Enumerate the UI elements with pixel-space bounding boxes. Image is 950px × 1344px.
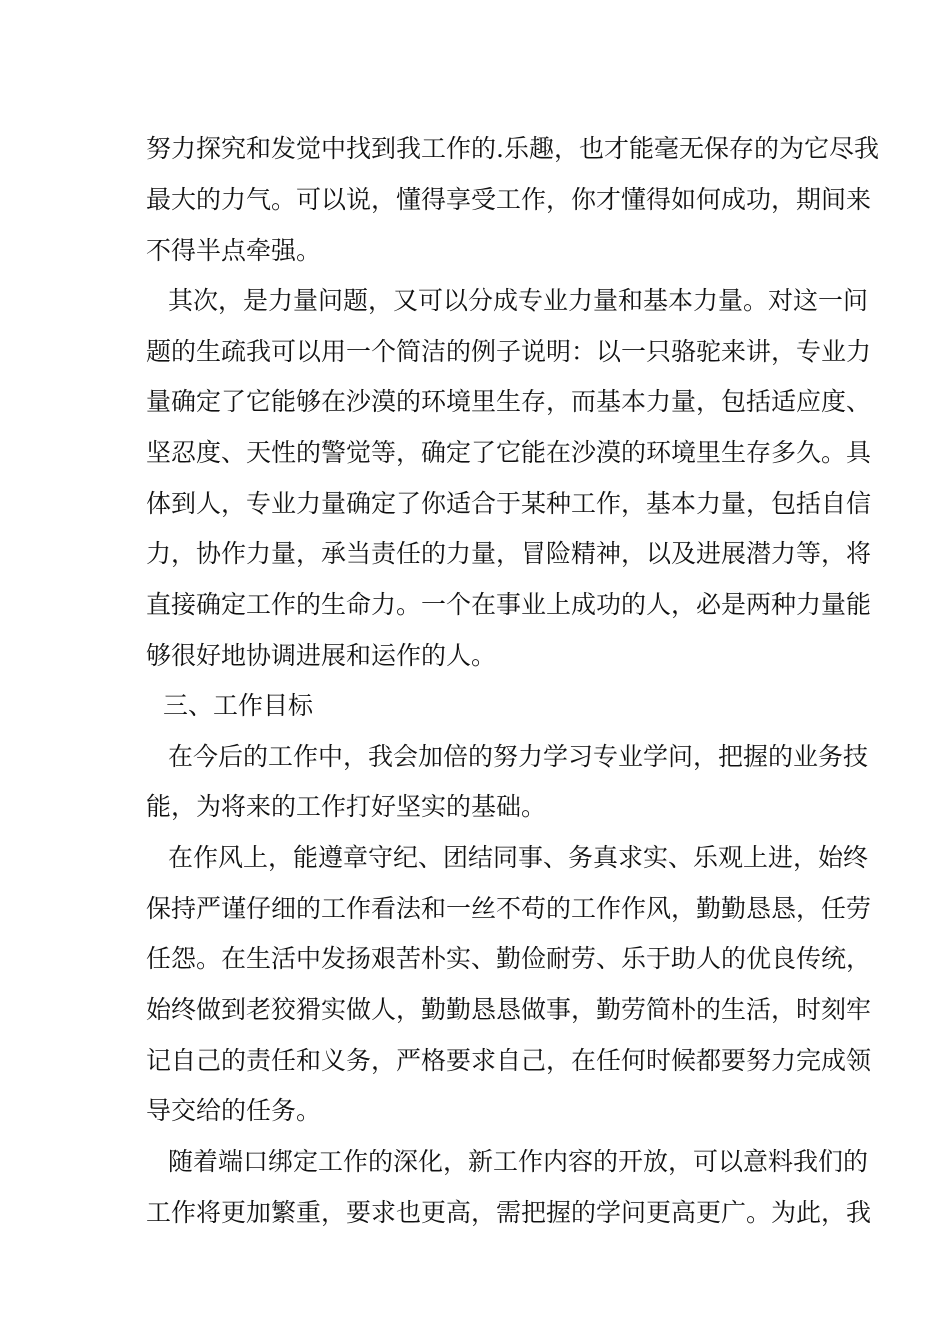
paragraph-first-line: 随着端口绑定工作的深化，新工作内容的开放，可以意料我们的 xyxy=(168,1147,869,1176)
text-line: 够很好地协调进展和运作的人。 xyxy=(146,641,497,670)
text-line: 最大的力气。可以说，懂得享受工作，你才懂得如何成功，期间来 xyxy=(146,185,872,214)
text-line: 导交给的任务。 xyxy=(146,1096,322,1125)
text-line: 体到人，专业力量确定了你适合于某种工作，基本力量，包括自信 xyxy=(146,489,872,518)
text-line: 保持严谨仔细的工作看法和一丝不苟的工作作风，勤勤恳恳，任劳 xyxy=(146,894,872,923)
text-line: 任怨。在生活中发扬艰苦朴实、勤俭耐劳、乐于助人的优良传统， xyxy=(146,944,872,973)
text-line: 力，协作力量，承当责任的力量，冒险精神，以及进展潜力等，将 xyxy=(146,539,872,568)
paragraph-first-line: 在今后的工作中，我会加倍的努力学习专业学问，把握的业务技 xyxy=(168,742,869,771)
text-line: 努力探究和发觉中找到我工作的.乐趣，也才能毫无保存的为它尽我 xyxy=(146,134,879,163)
text-line: 量确定了它能够在沙漠的环境里生存，而基本力量，包括适应度、 xyxy=(146,387,872,416)
paragraph-first-line: 在作风上，能遵章守纪、团结同事、务真求实、乐观上进，始终 xyxy=(168,843,869,872)
text-line: 不得半点牵强。 xyxy=(146,236,322,265)
text-line: 能，为将来的工作打好坚实的基础。 xyxy=(146,792,547,821)
text-line: 直接确定工作的生命力。一个在事业上成功的人，必是两种力量能 xyxy=(146,590,872,619)
text-line: 坚忍度、天性的警觉等，确定了它能在沙漠的环境里生存多久。具 xyxy=(146,438,872,467)
text-line: 始终做到老狡猾实做人，勤勤恳恳做事，勤劳简朴的生活，时刻牢 xyxy=(146,995,872,1024)
text-line: 题的生疏我可以用一个简洁的例子说明：以一只骆驼来讲，专业力 xyxy=(146,337,872,366)
section-heading: 三、工作目标 xyxy=(163,691,314,720)
text-line: 工作将更加繁重，要求也更高，需把握的学问更高更广。为此，我 xyxy=(146,1198,872,1227)
text-line: 记自己的责任和义务，严格要求自己，在任何时候都要努力完成领 xyxy=(146,1046,872,1075)
paragraph-first-line: 其次，是力量问题，又可以分成专业力量和基本力量。对这一问 xyxy=(168,286,869,315)
